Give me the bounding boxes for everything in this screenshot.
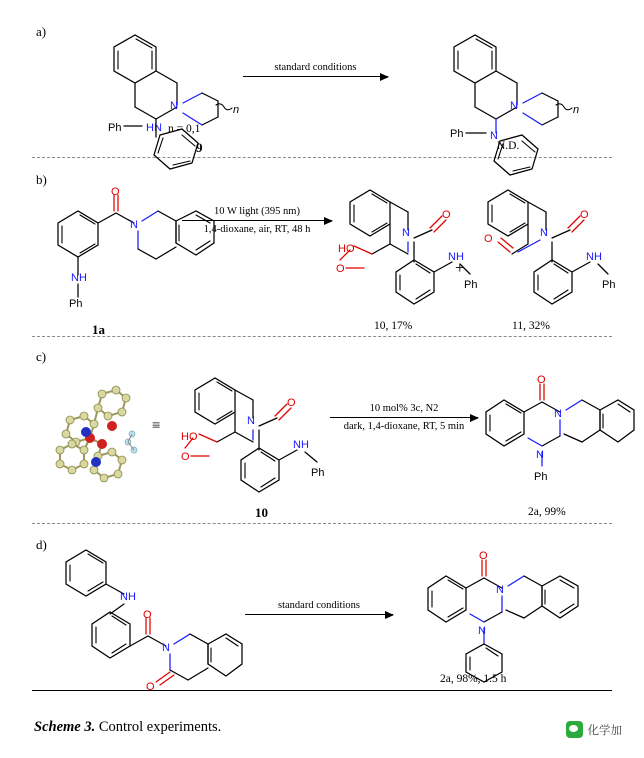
panel-d-label: d) [36, 537, 47, 552]
arrow-b-bottom-label: 1,4-dioxane, air, RT, 48 h [203, 224, 311, 235]
arrow-a-line [243, 76, 388, 77]
svg-text:Ph: Ph [534, 471, 548, 483]
caption-text: Control experiments. [98, 719, 222, 735]
svg-text:N: N [554, 408, 562, 420]
svg-text:O: O [442, 209, 451, 221]
svg-text:O: O [111, 186, 120, 198]
divider-b-c [32, 336, 612, 337]
equivalence-symbol: ≡ [152, 418, 161, 434]
svg-text:HO: HO [181, 431, 198, 443]
divider-a-b [32, 157, 612, 158]
svg-text:O: O [146, 681, 155, 693]
svg-text:NH: NH [120, 591, 136, 603]
structure-d-substrate [48, 548, 238, 693]
structure-10-b [330, 180, 490, 315]
svg-text:O: O [143, 609, 152, 621]
structure-2a-d [420, 548, 600, 678]
structure-2a-c [478, 372, 628, 497]
arrow-c-top-label: 10 mol% 3c, N2 [369, 403, 439, 414]
arrow-c [330, 403, 478, 432]
svg-text:n: n [233, 104, 240, 116]
svg-text:NH: NH [293, 439, 309, 451]
panel-c-label: c) [36, 349, 47, 364]
svg-text:Ph: Ph [602, 279, 616, 291]
divider-c-d [32, 523, 612, 524]
arrow-b-top-label: 10 W light (395 nm) [214, 206, 300, 217]
structure-11 [468, 180, 628, 315]
svg-text:N: N [496, 584, 504, 596]
svg-text:O: O [484, 233, 493, 245]
structure-1a [38, 185, 238, 315]
arrow-d [245, 600, 393, 615]
svg-text:O: O [181, 451, 190, 463]
structure-10-c [175, 368, 340, 503]
arrow-a-top-label: standard conditions [274, 62, 357, 73]
svg-text:N: N [130, 219, 138, 231]
wechat-icon [566, 721, 583, 738]
svg-text:n: n [573, 104, 580, 116]
svg-text:N: N [478, 625, 486, 637]
plus-sign-b: + [455, 258, 465, 277]
svg-text:N: N [490, 130, 498, 142]
panel-a-label: a) [36, 24, 47, 39]
arrow-c-line [330, 417, 478, 418]
watermark-text: 化学加 [587, 724, 622, 737]
svg-text:NH: NH [448, 251, 464, 263]
svg-text:O: O [336, 263, 345, 275]
substrate-label-9: 9 [196, 140, 203, 155]
arrow-a [243, 62, 388, 77]
product-label-11: 11, 32% [512, 320, 550, 332]
svg-text:N: N [162, 642, 170, 654]
figure-caption [34, 719, 221, 736]
substrate-note-a: n = 0,1 [168, 123, 201, 135]
arrow-c-bottom-label: dark, 1,4-dioxane, RT, 5 min [343, 421, 465, 432]
substrate-label-10-c: 10 [255, 505, 268, 520]
svg-text:N: N [510, 100, 518, 112]
panel-b-label: b) [36, 172, 47, 187]
svg-text:Ph: Ph [108, 122, 122, 134]
substrate-label-1a: 1a [92, 322, 105, 337]
svg-text:Ph: Ph [311, 467, 325, 479]
svg-text:N: N [402, 227, 410, 239]
product-label-a: N.D. [497, 140, 520, 152]
svg-text:N: N [540, 227, 548, 239]
caption-label: Scheme 3. [34, 719, 96, 735]
svg-text:Ph: Ph [450, 128, 464, 140]
product-label-2a-c: 2a, 99% [528, 506, 566, 518]
structure-a-product [430, 25, 615, 145]
svg-text:O: O [479, 550, 488, 562]
svg-text:O: O [580, 209, 589, 221]
svg-text:HO: HO [338, 243, 355, 255]
svg-text:N: N [170, 100, 178, 112]
divider-bottom [32, 690, 612, 691]
arrow-d-top-label: standard conditions [278, 600, 360, 611]
svg-text:N: N [536, 449, 544, 461]
svg-text:Ph: Ph [69, 298, 83, 310]
arrow-b-line [182, 220, 332, 221]
svg-text:HN: HN [146, 122, 162, 134]
svg-text:Ph: Ph [464, 279, 478, 291]
arrow-b [182, 206, 332, 235]
product-label-10: 10, 17% [374, 320, 413, 332]
product-label-2a-d: 2a, 98%, 1.5 h [440, 673, 507, 685]
svg-text:O: O [287, 397, 296, 409]
svg-text:O: O [537, 374, 546, 386]
arrow-d-line [245, 614, 393, 615]
crystal-structure-image [40, 372, 150, 502]
watermark [566, 721, 623, 738]
svg-text:N: N [247, 415, 255, 427]
svg-text:NH: NH [586, 251, 602, 263]
svg-text:NH: NH [71, 272, 87, 284]
